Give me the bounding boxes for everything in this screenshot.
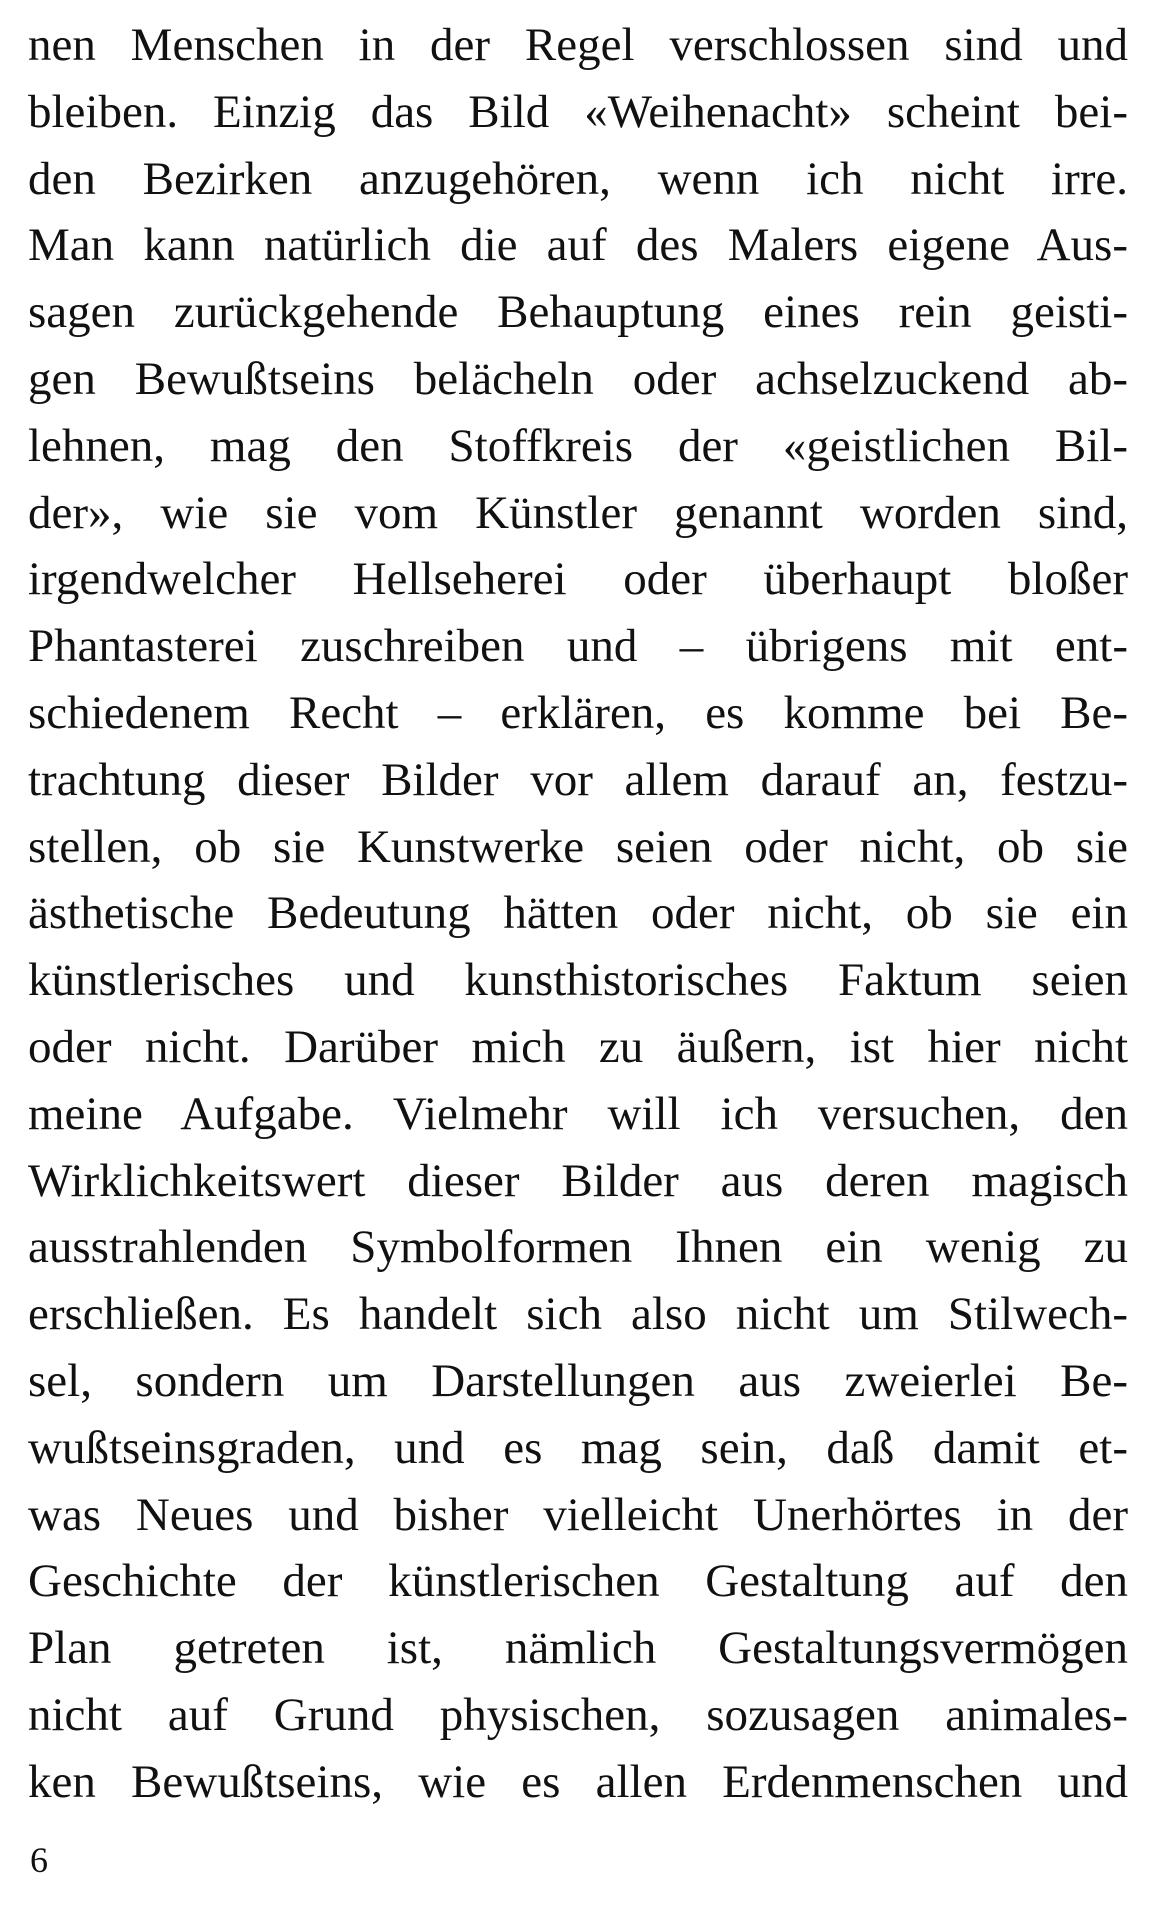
text-line: den Bezirken anzugehören, wenn ich nicht irre. <box>28 152 1128 205</box>
text-line: Plan getreten ist, nämlich Gestaltungsvermögen <box>28 1622 1128 1675</box>
text-line: ken Bewußtseins, wie es allen Erdenmenschen und <box>28 1755 1128 1808</box>
text-line: künstlerisches und kunsthistorisches Faktum seien <box>28 954 1128 1007</box>
text-line: irgendwelcher Hellseherei oder überhaupt bloßer <box>28 553 1128 606</box>
text-line: schiedenem Recht – erklären, es komme bei Be- <box>28 686 1128 739</box>
page-number: 6 <box>30 1840 48 1880</box>
text-line: Wirklichkeitswert dieser Bilder aus deren magisch <box>28 1154 1128 1207</box>
text-line: oder nicht. Darüber mich zu äußern, ist hier nicht <box>28 1020 1128 1073</box>
text-line: erschließen. Es handelt sich also nicht um Stilwech- <box>28 1288 1128 1341</box>
text-line: stellen, ob sie Kunstwerke seien oder nicht, ob sie <box>28 820 1128 873</box>
text-line: bleiben. Einzig das Bild «Weihenacht» scheint bei- <box>28 85 1128 138</box>
text-line: was Neues und bisher vielleicht Unerhörtes in der <box>28 1488 1128 1541</box>
text-line: ausstrahlenden Symbolformen Ihnen ein wenig zu <box>28 1221 1128 1274</box>
text-line: wußtseinsgraden, und es mag sein, daß damit et- <box>28 1421 1128 1474</box>
text-line: lehnen, mag den Stoffkreis der «geistlichen Bil- <box>28 419 1128 472</box>
text-line: sagen zurückgehende Behauptung eines rein geisti- <box>28 286 1128 339</box>
text-line: sel, sondern um Darstellungen aus zweierlei Be- <box>28 1354 1128 1407</box>
text-line: ästhetische Bedeutung hätten oder nicht, ob sie ein <box>28 887 1128 940</box>
text-line: nen Menschen in der Regel verschlossen sind und <box>28 19 1128 71</box>
text-line: gen Bewußtseins belächeln oder achselzuckend ab- <box>28 352 1128 405</box>
text-line: Phantasterei zuschreiben und – übrigens mit ent- <box>28 620 1128 673</box>
text-line: Geschichte der künstlerischen Gestaltung auf den <box>28 1555 1128 1608</box>
body-text <box>28 12 1128 1816</box>
text-line: trachtung dieser Bilder vor allem darauf an, festzu- <box>28 753 1128 806</box>
text-line: meine Aufgabe. Vielmehr will ich versuchen, den <box>28 1087 1128 1140</box>
text-line: der», wie sie vom Künstler genannt worden sind, <box>28 486 1128 539</box>
text-line: Man kann natürlich die auf des Malers eigene Aus- <box>28 219 1128 272</box>
text-line: nicht auf Grund physischen, sozusagen animales- <box>28 1688 1128 1741</box>
